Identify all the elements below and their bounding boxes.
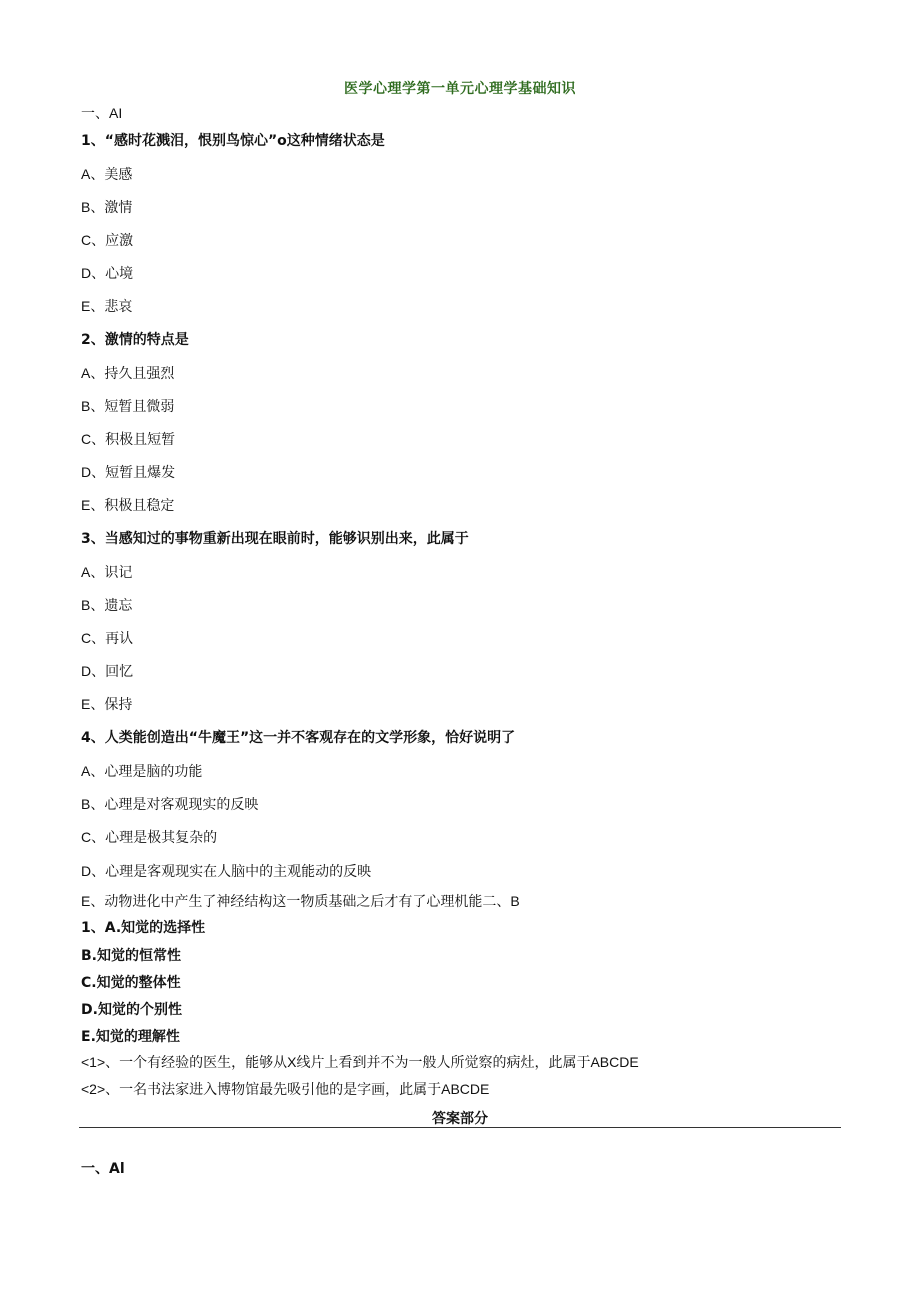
question-2-option-a: A、持久且强烈: [81, 365, 175, 381]
question-4-option-a: A、心理是脑的功能: [81, 763, 203, 779]
question-4-option-d: D、心理是客观现实在人脑中的主观能动的反映: [81, 863, 372, 879]
question-2-option-d: D、短暂且爆发: [81, 464, 176, 480]
question-2-option-e: E、积极且稳定: [81, 497, 175, 513]
question-2-option-c: C、积极且短暂: [81, 431, 176, 447]
question-3-option-c: C、再认: [81, 630, 134, 646]
question-4-option-c: C、心理是极其复杂的: [81, 829, 218, 845]
question-3-option-e: E、保持: [81, 696, 133, 712]
question-1-option-e: E、悲哀: [81, 298, 133, 314]
section-b-sub-2: <2>、一名书法家进入博物馆最先吸引他的是字画，此属于ABCDE: [81, 1081, 490, 1097]
section-b-option-e: E.知觉的理解性: [81, 1029, 180, 1045]
question-3-option-d: D、回忆: [81, 663, 134, 679]
question-2-stem: 2、激情的特点是: [81, 332, 189, 348]
question-2-option-b: B、短暂且微弱: [81, 398, 175, 414]
question-1-option-c: C、应激: [81, 232, 134, 248]
question-3-option-a: A、识记: [81, 564, 133, 580]
question-1-stem: 1、“感时花溅泪，恨别鸟惊心”o这种情绪状态是: [81, 133, 385, 149]
question-4-stem: 4、人类能创造出“牛魔王”这一并不客观存在的文学形象，恰好说明了: [81, 730, 516, 746]
section-b-sub-1: <1>、一个有经验的医生，能够从X线片上看到并不为一般人所觉察的病灶，此属于ABCDE: [81, 1054, 639, 1070]
divider: [79, 1127, 841, 1128]
section-b-option-d: D.知觉的个别性: [81, 1002, 182, 1018]
document-title: 医学心理学第一单元心理学基础知识: [344, 81, 576, 97]
section-b-option-a: 1、A.知觉的选择性: [81, 920, 206, 936]
question-3-option-b: B、遗忘: [81, 597, 133, 613]
section-b-option-c: C.知觉的整体性: [81, 975, 181, 991]
question-4-option-e: E、动物进化中产生了神经结构这一物质基础之后才有了心理机能二、B: [81, 893, 520, 909]
question-1-option-b: B、激情: [81, 199, 133, 215]
question-1-option-d: D、心境: [81, 265, 134, 281]
question-1-option-a: A、美感: [81, 166, 133, 182]
section-a1-heading: 一、AI: [81, 105, 123, 121]
question-4-option-b: B、心理是对客观现实的反映: [81, 796, 259, 812]
section-b-option-b: B.知觉的恒常性: [81, 948, 181, 964]
answer-section-a1-heading: 一、Al: [81, 1161, 125, 1177]
question-3-stem: 3、当感知过的事物重新出现在眼前时，能够识别出来，此属于: [81, 531, 469, 547]
answer-section-title: 答案部分: [432, 1111, 488, 1127]
